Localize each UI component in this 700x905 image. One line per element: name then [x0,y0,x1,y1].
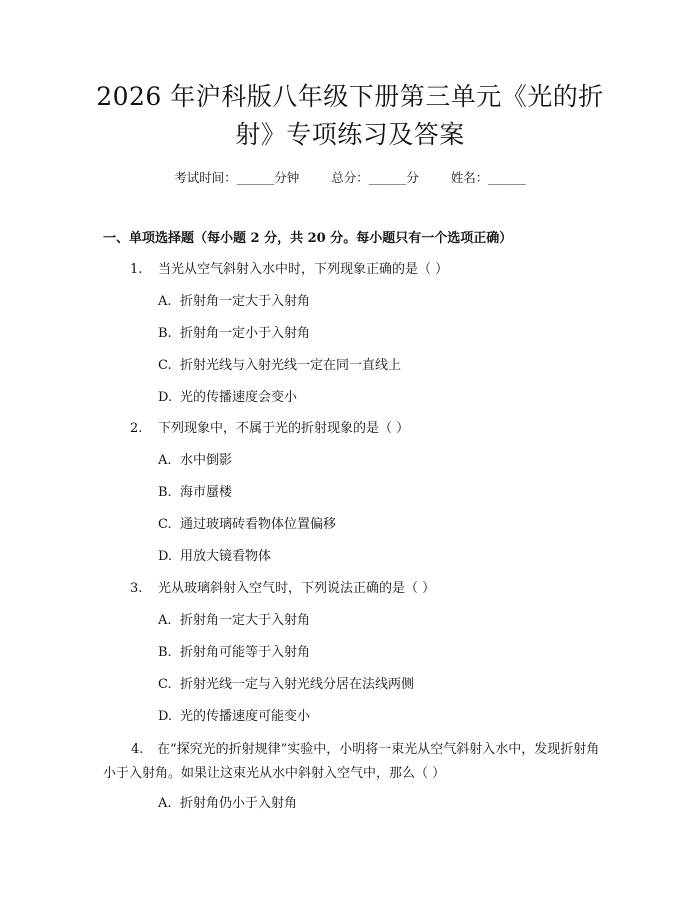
option-text: 光的传播速度会变小 [180,390,298,405]
option-2a [158,451,232,471]
option-3c [158,675,414,695]
question-number: 1. [130,262,143,277]
option-letter: B. [158,326,172,341]
student-name: 姓名：______ [450,170,526,185]
title-line-2: 射》专项练习及答案 [235,120,465,149]
question-text: 光从玻璃斜射入空气时，下列说法正确的是（ ） [158,581,436,596]
option-letter: D. [158,709,173,724]
exam-time: 考试时间：______分钟 [174,170,300,185]
question-number: 2. [130,421,143,436]
option-text: 折射角一定小于入射角 [180,326,311,341]
option-1b [158,324,310,344]
option-text: 折射角一定大于入射角 [180,294,311,309]
total-score: 总分：______分 [331,170,419,185]
option-letter: D. [158,549,173,564]
option-2d [158,547,271,567]
option-text: 水中倒影 [180,453,233,468]
question-text: 下列现象中，不属于光的折射现象的是（ ） [158,421,410,436]
question-3 [130,579,435,599]
question-number: 4. [131,742,144,757]
option-letter: A. [158,613,172,628]
option-letter: A. [158,294,172,309]
option-2b [158,483,232,503]
option-text: 通过玻璃砖看物体位置偏移 [180,517,337,532]
option-1a [158,292,310,312]
question-number: 3. [130,581,143,596]
question-text: 在“探究光的折射规律”实验中，小明将一束光从空气斜射入水中，发现折射角小于入射角。如果让这束光从水中斜射入空气中，那么（ ） [103,742,600,781]
option-text: 折射光线与入射光线一定在同一直线上 [180,358,402,373]
option-text: 光的传播速度可能变小 [180,709,311,724]
option-3d [158,707,310,727]
option-text: 用放大镜看物体 [180,549,272,564]
option-4a [158,794,297,814]
question-1 [130,260,448,280]
option-letter: B. [158,485,172,500]
option-letter: B. [158,645,172,660]
option-3b [158,643,310,663]
question-4 [103,738,603,786]
option-letter: A. [158,796,172,811]
question-2 [130,419,409,439]
option-letter: C. [158,517,172,532]
option-2c [158,515,336,535]
option-1d [158,388,297,408]
option-letter: C. [158,358,172,373]
option-letter: C. [158,677,172,692]
option-letter: D. [158,390,173,405]
option-text: 折射角一定大于入射角 [180,613,311,628]
option-text: 折射角可能等于入射角 [180,645,311,660]
option-letter: A. [158,453,172,468]
document-title [60,78,640,154]
exam-meta [0,168,700,188]
option-text: 海市蜃楼 [180,485,233,500]
title-line-1: 2026 年沪科版八年级下册第三单元《光的折 [96,82,604,111]
option-text: 折射角仍小于入射角 [180,796,298,811]
option-text: 折射光线一定与入射光线分居在法线两侧 [180,677,415,692]
section-title: 一、单项选择题（每小题 2 分，共 20 分。每小题只有一个选项正确） [103,231,513,246]
option-3a [158,611,310,631]
question-text: 当光从空气斜射入水中时，下列现象正确的是（ ） [158,262,449,277]
option-1c [158,356,401,376]
